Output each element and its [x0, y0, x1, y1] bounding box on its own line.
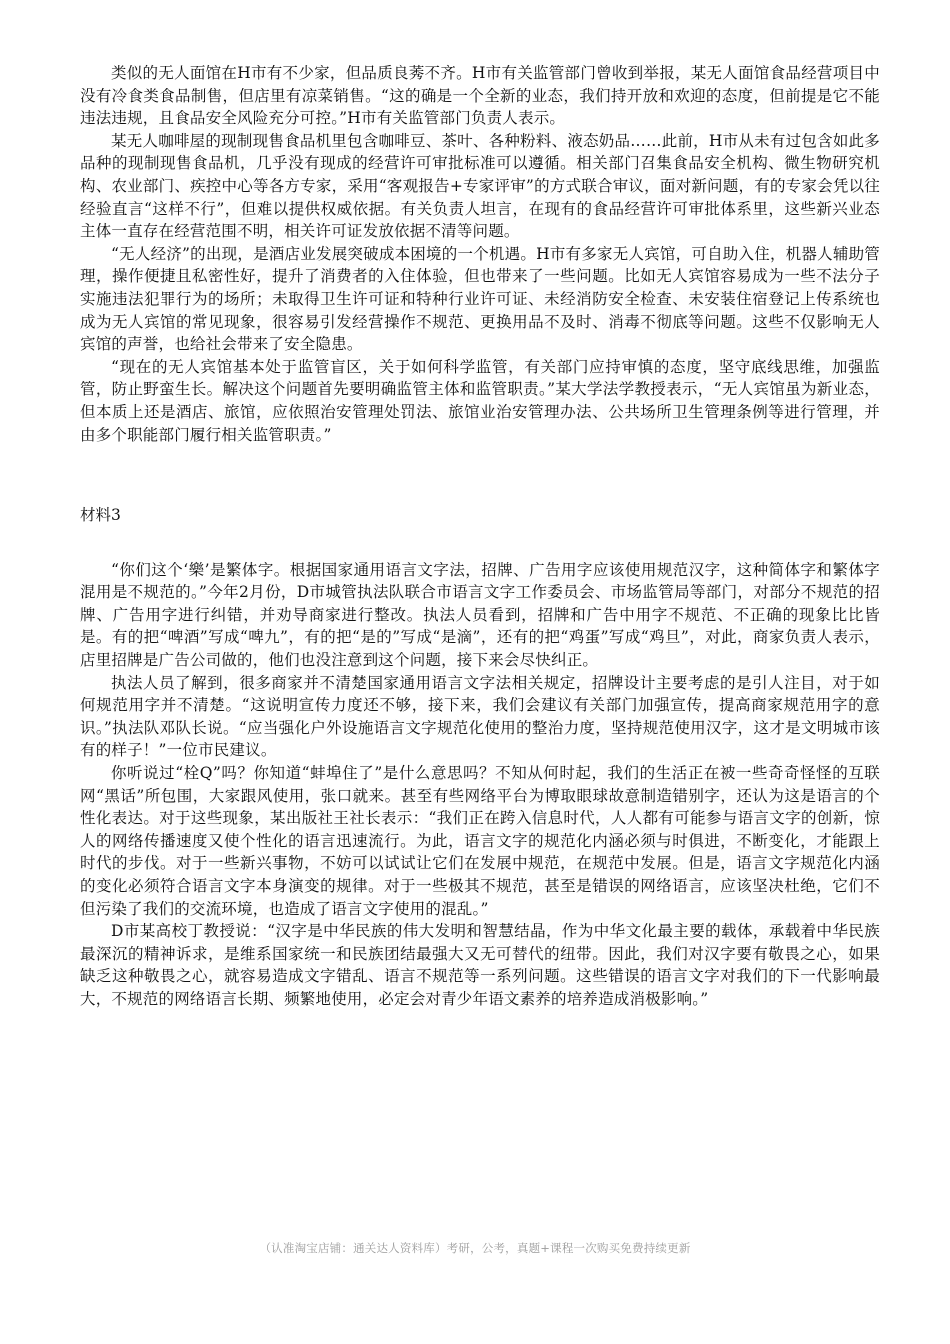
- paragraph-material3-4: D市某高校丁教授说：“汉字是中华民族的伟大发明和智慧结晶，作为中华文化最主要的载体，承载着中华民族最深沉的精神诉求，是维系国家统一和民族团结最强大又无可替代的纽带。因此，我们对汉字要有敬畏之心，如果缺乏这种敬畏之心，就容易造成文字错乱、语言不规范等一系列问题。这些错误的语言文字对我们的下一代影响最大，不规范的网络语言长期、频繁地使用，必定会对青少年语文素养的培养造成消极影响。”: [80, 922, 880, 1008]
- paragraph-material2-4: “现在的无人宾馆基本处于监管盲区，关于如何科学监管，有关部门应持审慎的态度，坚守底线思维，加强监管，防止野蛮生长。解决这个问题首先要明确监管主体和监管职责。”某大学法学教授表示，“无人宾馆虽为新业态，但本质上还是酒店、旅馆，应依照治安管理处罚法、旅馆业治安管理办法、公共场所卫生管理条例等进行管理，并由多个职能部门履行相关监管职责。”: [80, 357, 880, 444]
- paragraph-material2-1: 类似的无人面馆在H市有不少家，但品质良莠不齐。H市有关监管部门曾收到举报，某无人面馆食品经营项目中没有冷食类食品制售，但店里有凉菜销售。“这的确是一个全新的业态，我们持开放和欢迎的态度，但前提是它不能违法违规，且食品安全风险充分可控。”H市有关监管部门负责人表示。: [80, 64, 880, 128]
- page-footer-note: （认准淘宝店铺：通关达人资料库）考研，公考，真题+课程一次购买免费持续更新: [259, 1241, 691, 1255]
- paragraph-material2-2: 某无人咖啡屋的现制现售食品机里包含咖啡豆、茶叶、各种粉料、液态奶品……此前，H市从未有过包含如此多品种的现制现售食品机，几乎没有现成的经营许可审批标准可以遵循。相关部门召集食品安全机构、微生物研究机构、农业部门、疾控中心等各方专家，采用“客观报告+专家评审”的方式联合审议，面对新问题，有的专家会凭以往经验直言“这样不行”，但难以提供权威依据。有关负责人坦言，在现有的食品经营许可审批体系里，这些新兴业态主体一直存在经营范围不明，相关许可证发放依据不清等问题。: [80, 131, 880, 241]
- document-body: [80, 62, 880, 1011]
- paragraph-material3-2: 执法人员了解到，很多商家并不清楚国家通用语言文字法相关规定，招牌设计主要考虑的是引人注目，对于如何规范用字并不清楚。“这说明宣传力度还不够，接下来，我们会建议有关部门加强宣传，提高商家规范用字的意识。”执法队邓队长说。“应当强化户外设施语言文字规范化使用的整治力度，坚持规范使用汉字，这才是文明城市该有的样子！”一位市民建议。: [80, 673, 880, 760]
- paragraph-material3-1: “你们这个‘樂’是繁体字。根据国家通用语言文字法，招牌、广告用字应该使用规范汉字，这种简体字和繁体字混用是不规范的。”今年2月份，D市城管执法队联合市语言文字工作委员会、市场监管局等部门，对部分不规范的招牌、广告用字进行纠错，并劝导商家进行整改。执法人员看到，招牌和广告中用字不规范、不正确的现象比比皆是。有的把“啤酒”写成“啤九”，有的把“是的”写成“是滴”，还有的把“鸡蛋”写成“鸡旦”，对此，商家负责人表示，店里招牌是广告公司做的，他们也没注意到这个问题，接下来会尽快纠正。: [80, 560, 880, 670]
- paragraph-material3-3: 你听说过“栓Q”吗？你知道“蚌埠住了”是什么意思吗？不知从何时起，我们的生活正在被一些奇奇怪怪的互联网“黑话”所包围，大家跟风使用，张口就来。甚至有些网络平台为博取眼球故意制造错别字，还认为这是语言的个性化表达。对于这些现象，某出版社王社长表示：“我们正在跨入信息时代，人人都有可能参与语言文字的创新，惊人的网络传播速度又使个性化的语言迅速流行。为此，语言文字的规范化内涵必须与时俱进，不断变化，才能跟上时代的步伐。对于一些新兴事物，不妨可以试试让它们在发展中规范，在规范中发展。但是，语言文字规范化内涵的变化必须符合语言文字本身演变的规律。对于一些极其不规范，甚至是错误的网络语言，应该坚决杜绝，它们不但污染了我们的交流环境，也造成了语言文字使用的混乱。”: [80, 764, 880, 918]
- paragraph-material2-3: “无人经济”的出现，是酒店业发展突破成本困境的一个机遇。H市有多家无人宾馆，可自助入住，机器人辅助管理，操作便捷且私密性好，提升了消费者的入住体验，但也带来了一些问题。比如无人宾馆容易成为一些不法分子实施违法犯罪行为的场所；未取得卫生许可证和特种行业许可证、未经消防安全检查、未安装住宿登记上传系统也成为无人宾馆的常见现象，很容易引发经营操作不规范、更换用品不及时、消毒不彻底等问题。这些不仅影响无人宾馆的声誉，也给社会带来了安全隐患。: [80, 244, 880, 354]
- section-heading-material3: 材料3: [80, 506, 121, 525]
